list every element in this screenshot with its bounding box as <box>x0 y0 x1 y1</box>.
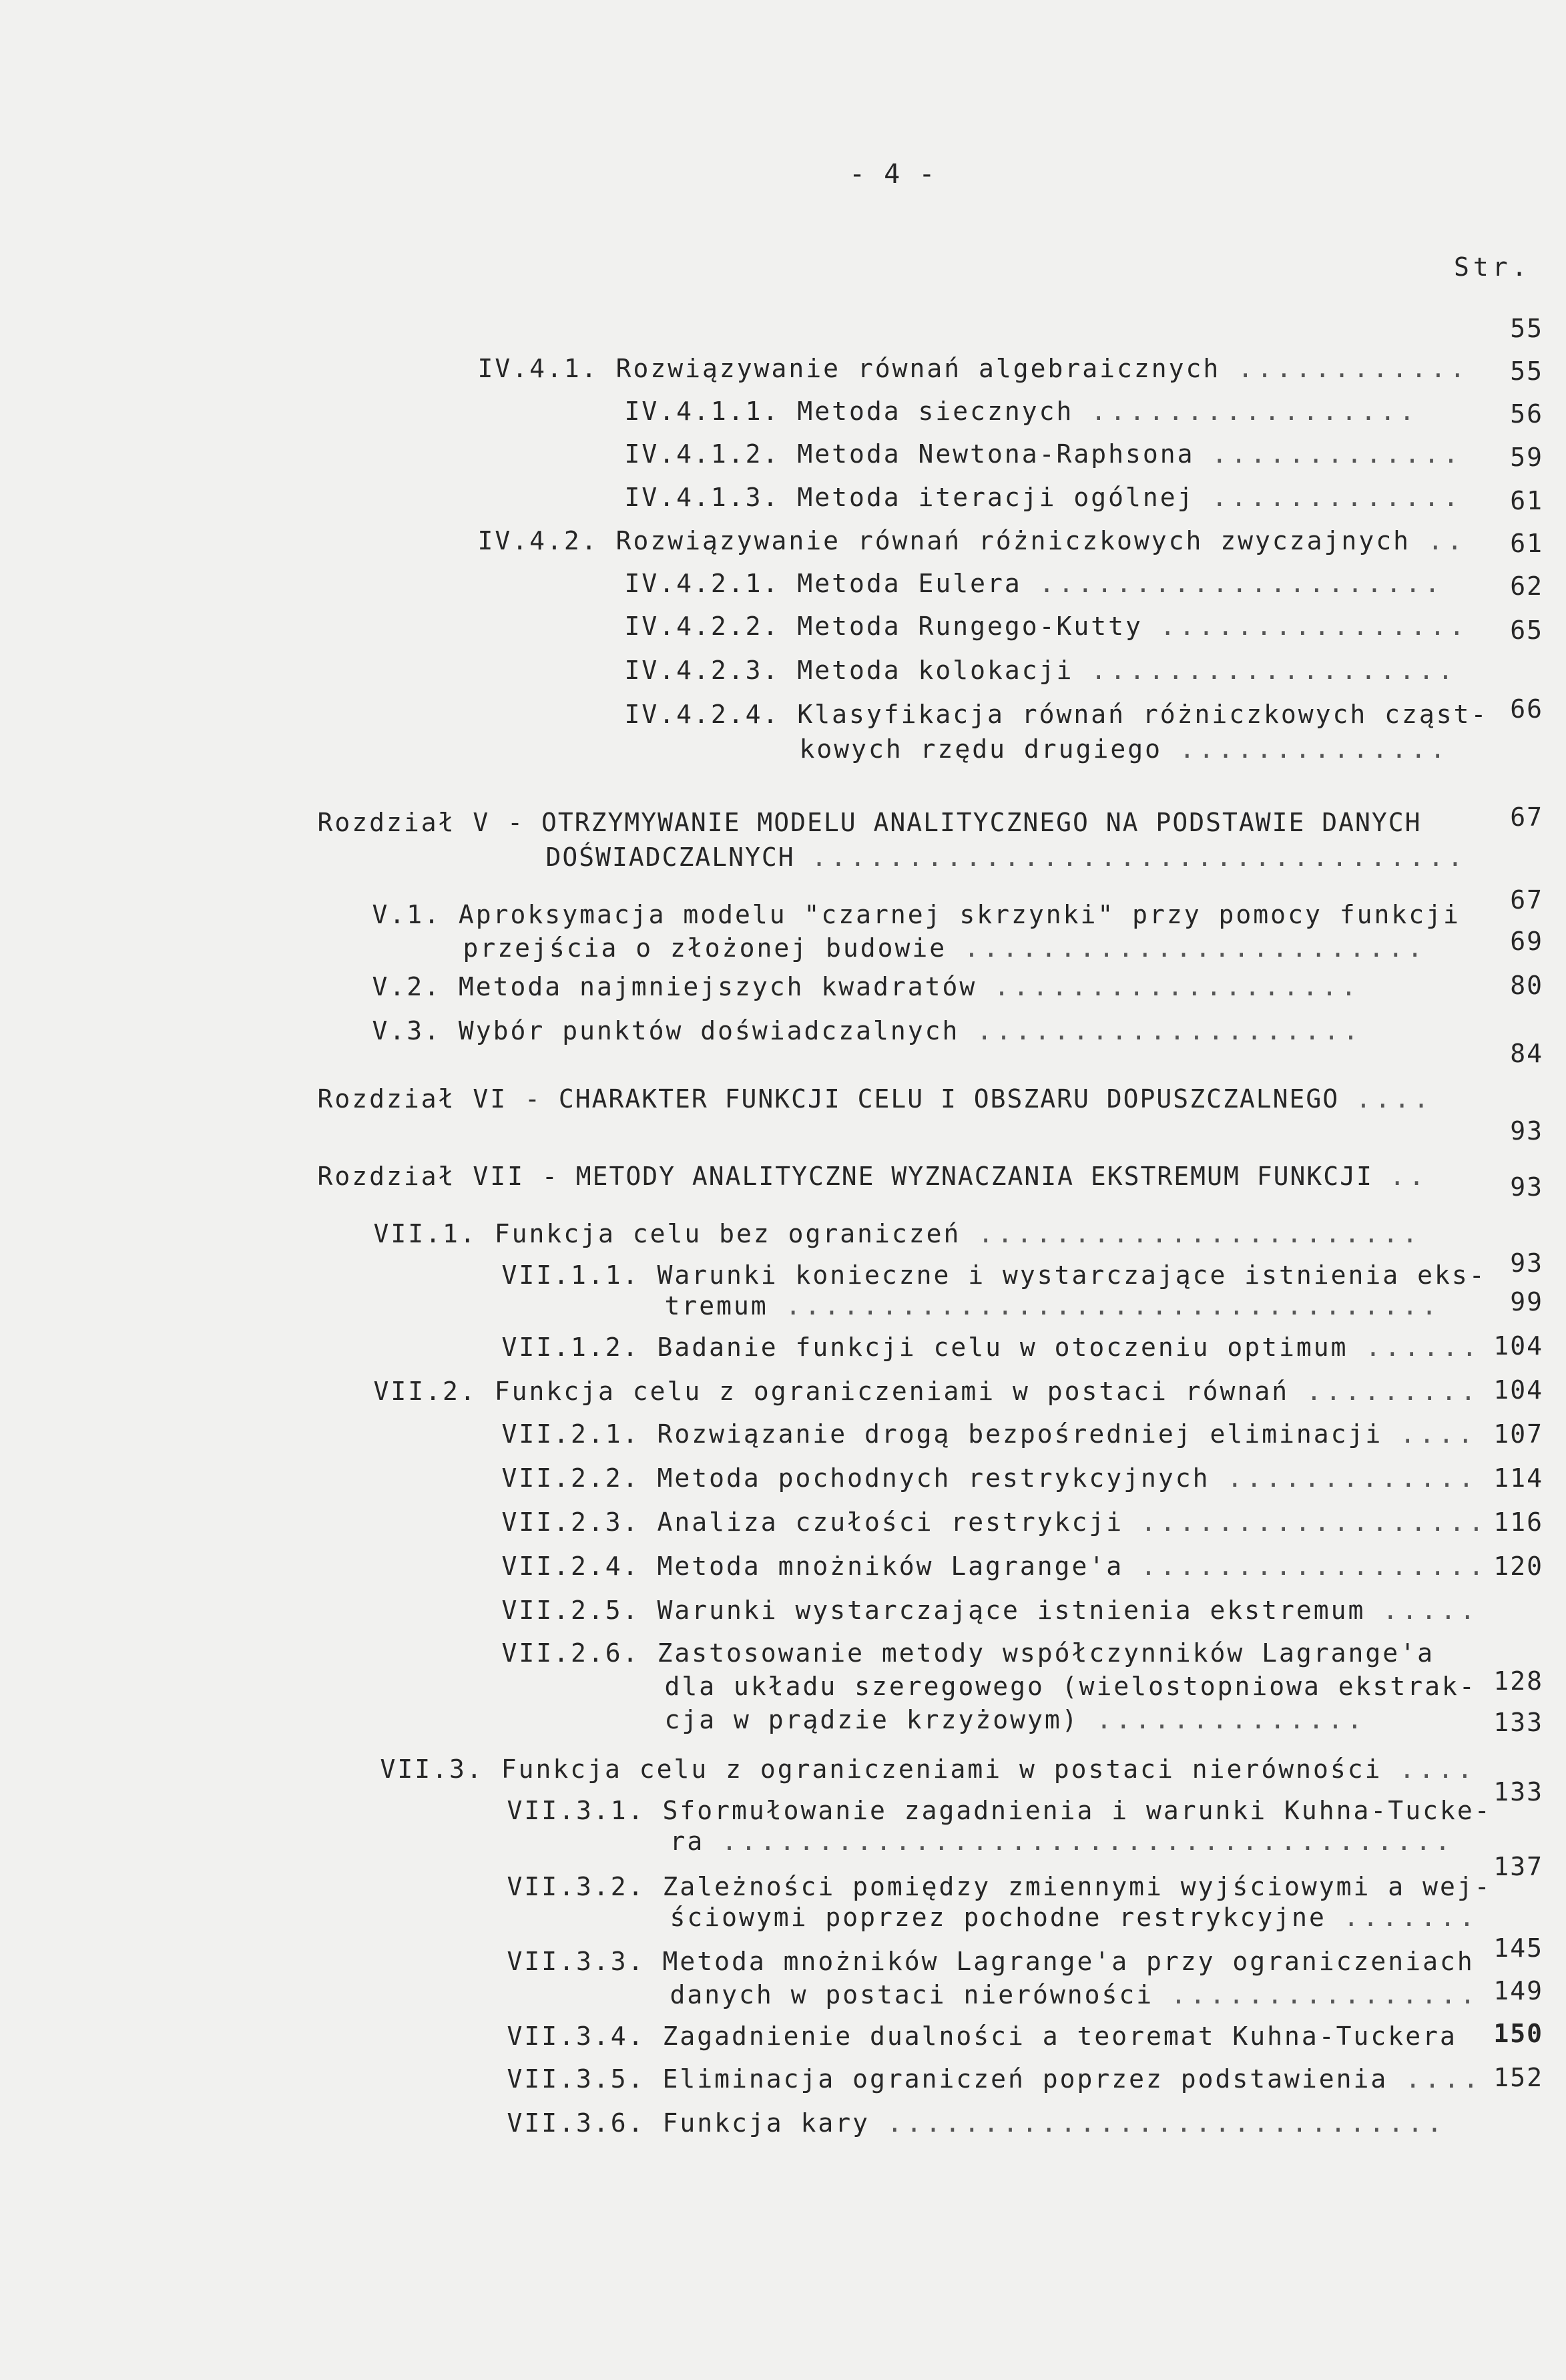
toc-page-number: 84 <box>1510 1039 1543 1068</box>
toc-title: OTRZYMYWANIE MODELU ANALITYCZNEGO NA PODSTAWIE DANYCH <box>541 808 1422 837</box>
toc-title: Metoda Eulera <box>797 569 1022 598</box>
toc-label: VII.2.4. <box>501 1552 640 1581</box>
toc-label: VII.3.1. <box>507 1796 645 1825</box>
toc-page-number: 55 <box>1510 314 1543 343</box>
toc-title: Funkcja kary <box>662 2108 870 2138</box>
toc-title: Zagadnienie dualności a teoremat Kuhna-Tuckera <box>662 2021 1457 2051</box>
toc-page-number: 93 <box>1510 1248 1543 1278</box>
toc-title: Rozwiązanie drogą bezpośredniej eliminacji <box>657 1419 1383 1449</box>
toc-title: Metoda mnożników Lagrange'a <box>657 1552 1124 1581</box>
toc-title: Metoda kolokacji <box>797 656 1074 685</box>
toc-dots: .... <box>1355 1084 1433 1114</box>
toc-label: VII.2.5. <box>501 1596 640 1625</box>
toc-page-number: 67 <box>1510 885 1543 915</box>
toc-page-number: 93 <box>1510 1172 1543 1202</box>
toc-title: Warunki konieczne i wystarczające istnienia eks- <box>657 1260 1487 1290</box>
toc-page-number: 120 <box>1493 1552 1543 1581</box>
toc-title: Metoda siecznych <box>797 397 1074 426</box>
toc-title: Sformułowanie zagadnienia i warunki Kuhna-Tucke- <box>662 1796 1492 1825</box>
toc-title: przejścia o złożonej budowie <box>463 933 947 963</box>
toc-label: VII.2.2. <box>501 1463 640 1493</box>
toc-title: Rozwiązywanie równań algebraicznych <box>615 354 1221 383</box>
toc-page-number: 80 <box>1510 971 1543 1000</box>
toc-title: Aproksymacja modelu "czarnej skrzynki" przy pomocy funkcji <box>458 900 1461 929</box>
toc-entry <box>438 2063 1446 2183</box>
toc-label: V.2. <box>372 972 442 1001</box>
toc-dots: ................... <box>994 972 1360 1001</box>
toc-dots: .................. <box>1141 1507 1488 1537</box>
toc-title: ra <box>670 1827 705 1856</box>
toc-dots: ..................... <box>1039 569 1445 598</box>
toc-title: tremum <box>664 1291 768 1321</box>
toc-page-number: 133 <box>1493 1777 1543 1807</box>
toc-dots: .............. <box>1096 1705 1366 1734</box>
page-number: - 4 - <box>849 159 937 190</box>
toc-dots: ....................... <box>978 1219 1422 1248</box>
toc-label: VII.1.1. <box>501 1260 640 1290</box>
toc-dots: .............. <box>1179 734 1450 764</box>
toc-page-number: 107 <box>1493 1419 1543 1449</box>
toc-page-number: 56 <box>1510 399 1543 429</box>
toc-dots: ......... <box>1306 1377 1480 1406</box>
toc-dots: ............. <box>1212 439 1463 469</box>
toc-title: Metoda mnożników Lagrange'a przy ograniczeniach <box>662 1947 1475 1976</box>
toc-dots: ........................ <box>964 933 1427 963</box>
toc-dots: ................ <box>1159 612 1469 641</box>
toc-page-number: 114 <box>1493 1463 1543 1493</box>
toc-title: Warunki wystarczające istnienia ekstremum <box>657 1596 1366 1625</box>
toc-title: Metoda najmniejszych kwadratów <box>458 972 977 1001</box>
toc-page-number: 149 <box>1493 1976 1543 2005</box>
toc-title: Funkcja celu bez ograniczeń <box>494 1219 961 1248</box>
toc-title: METODY ANALITYCZNE WYZNACZANIA EKSTREMUM FUNKCJI <box>575 1162 1373 1191</box>
toc-title: ściowymi poprzez pochodne restrykcyjne <box>670 1903 1326 1932</box>
toc-title: CHARAKTER FUNKCJI CELU I OBSZARU DOPUSZCZALNEGO <box>558 1084 1340 1114</box>
toc-label: IV.4.2.4. <box>624 700 780 729</box>
toc-page-number: 66 <box>1510 694 1543 724</box>
toc-label: VII.1.2. <box>501 1333 640 1362</box>
toc-title: cja w prądzie krzyżowym) <box>664 1705 1079 1734</box>
toc-page-number: 61 <box>1510 486 1543 515</box>
toc-dots: .................................. <box>785 1291 1441 1321</box>
toc-title: Metoda Newtona-Raphsona <box>797 439 1195 469</box>
toc-title: Rozwiązywanie równań różniczkowych zwyczajnych <box>615 526 1410 555</box>
toc-dots: .................... <box>977 1016 1362 1045</box>
toc-page-number: 145 <box>1493 1933 1543 1963</box>
toc-title: Zależności pomiędzy zmiennymi wyjściowymi a wej- <box>662 1872 1492 1901</box>
toc-label: VII.3. <box>380 1754 484 1784</box>
toc-title: Funkcja celu z ograniczeniami w postaci nierówności <box>501 1754 1382 1784</box>
toc-label: Rozdział VII - <box>317 1162 559 1191</box>
toc-label: IV.4.1.1. <box>624 397 780 426</box>
toc-label: IV.4.1.2. <box>624 439 780 469</box>
toc-page-number: 55 <box>1510 356 1543 386</box>
toc-label: IV.4.2.2. <box>624 612 780 641</box>
toc-title: Eliminacja ograniczeń poprzez podstawienia <box>662 2064 1388 2094</box>
toc-dots: ................... <box>1091 656 1457 685</box>
toc-dots: .. <box>1389 1162 1428 1191</box>
page-column-header: Str. <box>1454 252 1531 282</box>
toc-label: VII.3.6. <box>507 2108 645 2138</box>
toc-label: IV.4.2.1. <box>624 569 780 598</box>
toc-page-number: 65 <box>1510 616 1543 645</box>
toc-dots: ............................. <box>886 2108 1447 2138</box>
toc-dots: ................ <box>1171 1980 1480 2009</box>
toc-dots: .... <box>1399 1754 1477 1784</box>
toc-label: V.3. <box>372 1016 442 1045</box>
toc-page-number: 137 <box>1493 1852 1543 1881</box>
toc-page-number: 152 <box>1493 2063 1543 2092</box>
toc-title: Metoda iteracji ogólnej <box>797 483 1195 512</box>
toc-title: Klasyfikacja równań różniczkowych cząst- <box>797 700 1489 729</box>
toc-dots: ....... <box>1343 1903 1479 1932</box>
toc-title: Badanie funkcji celu w otoczeniu optimum <box>657 1333 1348 1362</box>
toc-dots: ............ <box>1238 354 1469 383</box>
toc-label: VII.2. <box>373 1377 477 1406</box>
toc-page-number: 104 <box>1493 1331 1543 1361</box>
toc-dots: .................. <box>1141 1552 1488 1581</box>
toc-title: danych w postaci nierówności <box>670 1980 1154 2009</box>
toc-page-number: 116 <box>1493 1507 1543 1537</box>
toc-dots: ..... <box>1382 1596 1479 1625</box>
toc-label: V.1. <box>372 900 442 929</box>
toc-page-number: 99 <box>1510 1287 1543 1317</box>
toc-dots: ............. <box>1212 483 1463 512</box>
toc-page-number: 67 <box>1510 802 1543 832</box>
toc-page-number: 104 <box>1493 1375 1543 1405</box>
toc-page-number: 59 <box>1510 443 1543 472</box>
toc-dots: .. <box>1427 526 1467 555</box>
toc-page-number: 150 <box>1493 2019 1543 2048</box>
toc-label: VII.3.3. <box>507 1947 645 1976</box>
toc-dots: ................. <box>1091 397 1419 426</box>
toc-label: VII.2.6. <box>501 1638 640 1668</box>
toc-label: VII.3.5. <box>507 2064 645 2094</box>
toc-page-number: 133 <box>1493 1708 1543 1737</box>
toc-label: IV.4.2.3. <box>624 656 780 685</box>
toc-title: DOŚWIADCZALNYCH <box>545 843 795 872</box>
toc-title: Analiza czułości restrykcji <box>657 1507 1124 1537</box>
toc-title: dla układu szeregowego (wielostopniowa ekstrak- <box>664 1672 1477 1701</box>
toc-label: IV.4.2. <box>477 526 599 555</box>
toc-page-number: 128 <box>1493 1666 1543 1696</box>
toc-label: VII.3.4. <box>507 2021 645 2051</box>
toc-title: Funkcja celu z ograniczeniami w postaci równań <box>494 1377 1290 1406</box>
toc-label: VII.2.3. <box>501 1507 640 1537</box>
toc-label: VII.2.1. <box>501 1419 640 1449</box>
toc-label: Rozdział V - <box>317 808 525 837</box>
toc-title: Wybór punktów doświadczalnych <box>458 1016 960 1045</box>
toc-dots: .... <box>1400 1419 1477 1449</box>
toc-page-number: 62 <box>1510 571 1543 601</box>
toc-label: VII.3.2. <box>507 1872 645 1901</box>
toc-title: Metoda pochodnych restrykcyjnych <box>657 1463 1210 1493</box>
toc-title: Zastosowanie metody współczynników Lagrange'a <box>657 1638 1434 1668</box>
toc-label: Rozdział VI - <box>317 1084 542 1114</box>
toc-title: Metoda Rungego-Kutty <box>797 612 1143 641</box>
toc-dots: ...... <box>1365 1333 1481 1362</box>
toc-label: IV.4.1. <box>477 354 599 383</box>
toc-title: kowych rzędu drugiego <box>799 734 1162 764</box>
toc-dots: ...................................... <box>722 1827 1455 1856</box>
toc-page-number: 69 <box>1510 927 1543 956</box>
toc-page-number: 93 <box>1510 1116 1543 1146</box>
toc-dots: .... <box>1405 2064 1483 2094</box>
toc-page-number: 61 <box>1510 529 1543 558</box>
toc-dots: ............. <box>1227 1463 1478 1493</box>
toc-label: IV.4.1.3. <box>624 483 780 512</box>
toc-dots: .................................. <box>811 843 1467 872</box>
toc-label: VII.1. <box>373 1219 477 1248</box>
